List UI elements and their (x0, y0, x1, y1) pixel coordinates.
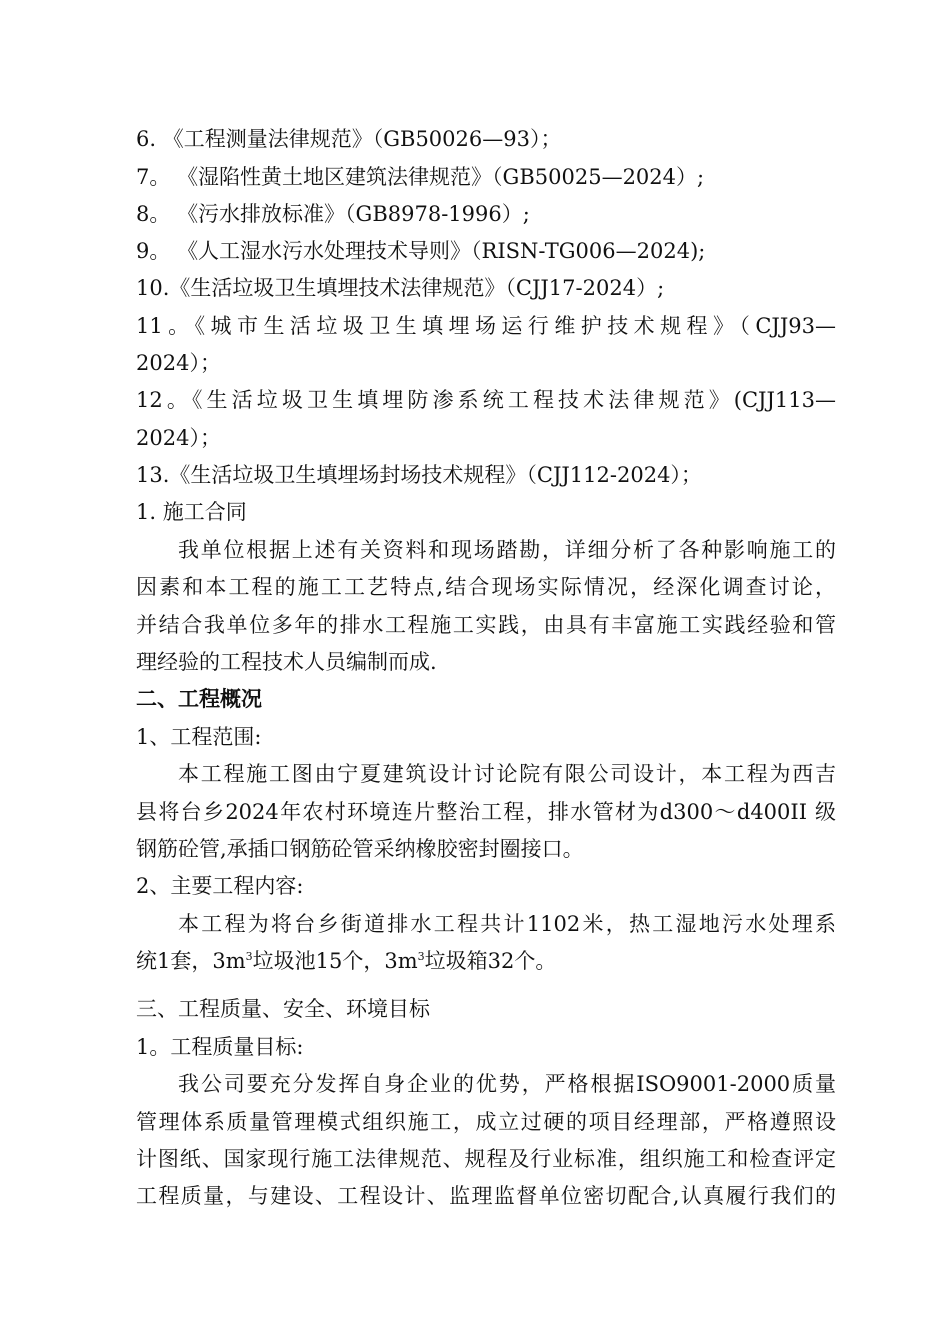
paragraph-line: 我公司要充分发挥自身企业的优势，严格根据ISO9001-2000质量 (178, 1072, 836, 1096)
item-number: 8。 (136, 202, 171, 226)
standard-item-8 (136, 199, 836, 229)
standard-item-10 (136, 273, 836, 303)
paragraph-line: 本工程施工图由宁夏建筑设计讨论院有限公司设计，本工程为西吉 (178, 762, 836, 786)
standard-item-13 (136, 460, 836, 490)
subsection-heading-content: 2、主要工程内容: (136, 874, 304, 898)
item-text: 《人工湿水污水处理技术导则》（RISN-TG006—2024); (177, 239, 706, 263)
paragraph-line (136, 946, 836, 976)
section-heading-contract: 1. 施工合同 (136, 500, 247, 524)
standard-item-9 (136, 236, 836, 266)
item-number: 11。 (136, 314, 195, 338)
item-number: 10. (136, 276, 170, 300)
item-text: 《城市生活垃圾卫生填埋场运行维护技术规程》（CJJ93— (194, 314, 836, 338)
item-number: 9。 (136, 239, 171, 263)
item-text: 《工程测量法律规范》（GB50026—93）； (162, 127, 562, 151)
item-text-continued: 2024）； (136, 351, 221, 375)
item-text: 《污水排放标准》（GB8978-1996）; (177, 202, 530, 226)
item-number: 7。 (136, 165, 171, 189)
item-text: 《生活垃圾卫生填埋场封场技术规程》（CJJ112-2024）； (169, 463, 702, 487)
text-segment: 垃圾箱32个。 (424, 949, 557, 973)
section-heading-goals: 三、工程质量、安全、环境目标 (136, 997, 430, 1021)
paragraph-line: 我单位根据上述有关资料和现场踏勘，详细分析了各种影响施工的 (178, 538, 836, 562)
paragraph-line: 钢筋砼管,承插口钢筋砼管采纳橡胶密封圈接口。 (136, 837, 584, 861)
paragraph-line: 理经验的工程技术人员编制而成. (136, 650, 437, 674)
standard-item-6 (136, 124, 836, 154)
item-number: 13. (136, 463, 170, 487)
superscript: 3 (417, 950, 425, 963)
paragraph-line: 县将台乡2024年农村环境连片整治工程，排水管材为d300～d400II 级 (136, 800, 836, 824)
paragraph-line: 并结合我单位多年的排水工程施工实践，由具有丰富施工实践经验和管 (136, 613, 836, 637)
standard-item-12 (136, 385, 836, 415)
text-segment: 统1套，3m (136, 949, 246, 973)
paragraph-line: 工程质量，与建设、工程设计、监理监督单位密切配合,认真履行我们的 (136, 1184, 836, 1208)
paragraph-line: 本工程为将台乡街道排水工程共计1102米，热工湿地污水处理系 (178, 912, 836, 936)
subsection-heading-quality: 1。工程质量目标: (136, 1035, 304, 1059)
paragraph-line: 因素和本工程的施工工艺特点,结合现场实际情况，经深化调查讨论， (136, 575, 836, 599)
superscript: 3 (245, 950, 253, 963)
section-heading-overview: 二、工程概况 (136, 686, 262, 711)
standard-item-11-continued (136, 348, 836, 378)
item-text: 《湿陷性黄土地区建筑法律规范》（GB50025—2024）; (177, 165, 705, 189)
subsection-heading-scope: 1、工程范围: (136, 725, 262, 749)
text-segment: 垃圾池15个，3m (252, 949, 418, 973)
item-text: 《生活垃圾卫生填埋技术法律规范》（CJJ17-2024）; (169, 276, 665, 300)
standard-item-12-continued (136, 423, 836, 453)
paragraph-line: 管理体系质量管理模式组织施工，成立过硬的项目经理部，严格遵照设 (136, 1110, 836, 1134)
item-number: 12。 (136, 388, 192, 412)
standard-item-11 (136, 311, 836, 341)
item-text-continued: 2024）； (136, 426, 221, 450)
item-text: 《生活垃圾卫生填埋防渗系统工程技术法律规范》(CJJ113— (191, 388, 836, 412)
paragraph-line: 计图纸、国家现行施工法律规范、规程及行业标准，组织施工和检查评定 (136, 1147, 836, 1171)
item-number: 6. (136, 127, 157, 151)
standard-item-7 (136, 162, 836, 192)
